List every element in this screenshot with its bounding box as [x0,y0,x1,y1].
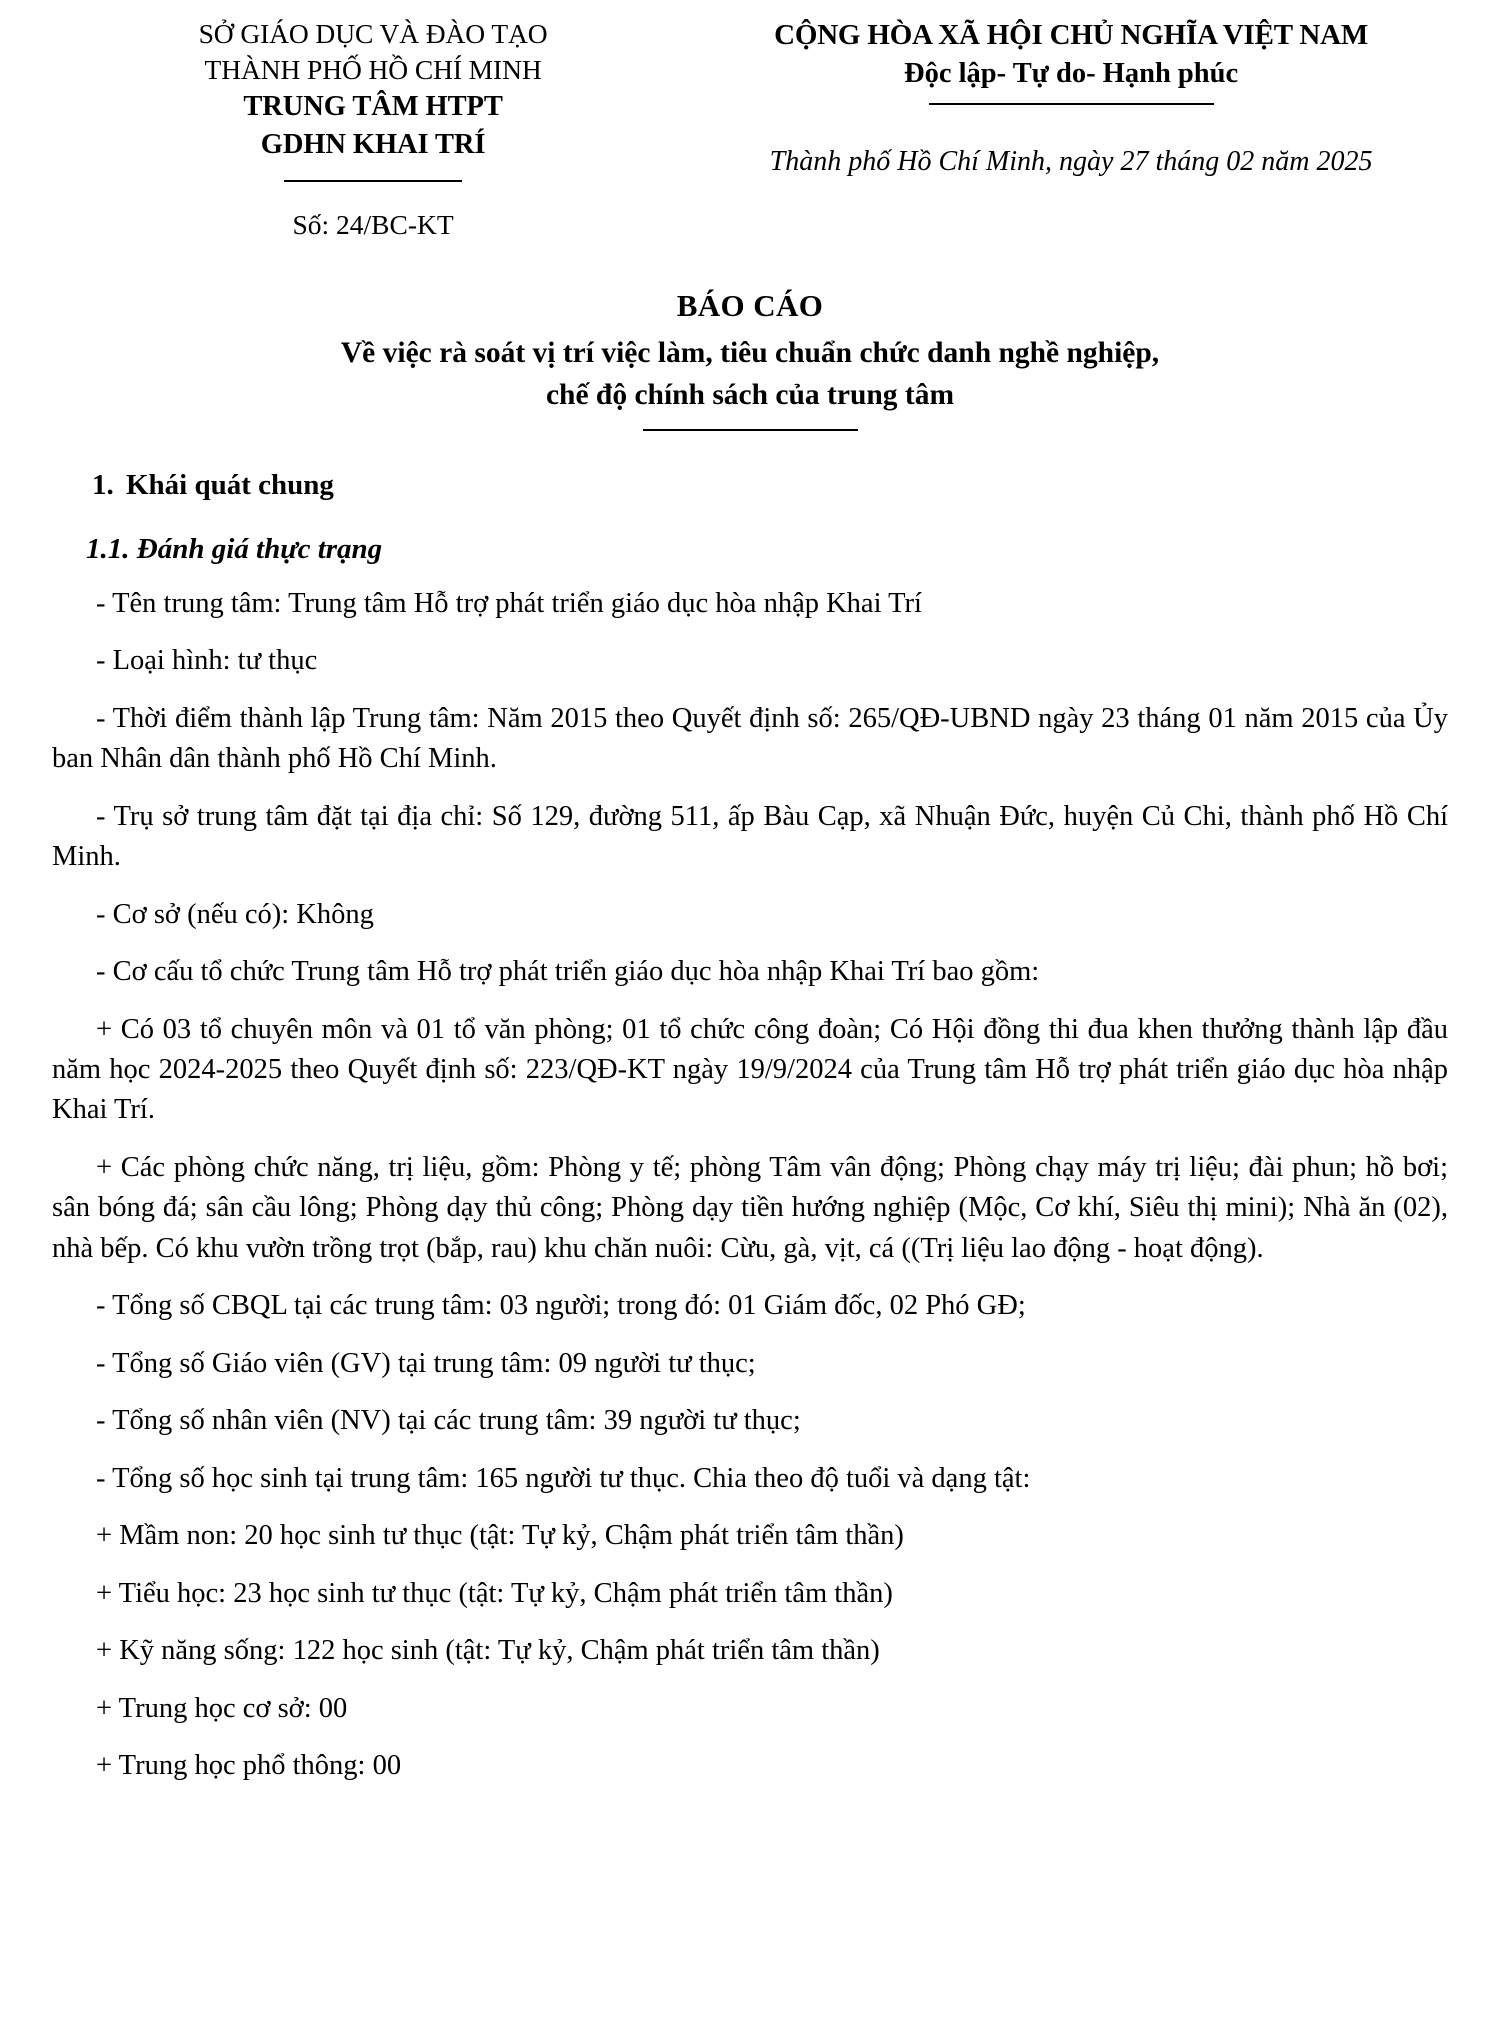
document-subtitle-line-2: chế độ chính sách của trung tâm [545,378,955,411]
document-number: Số: 24/BC-KT [292,208,454,240]
place-and-date: Thành phố Hồ Chí Minh, ngày 27 tháng 02 năm 2025 [769,146,1373,178]
section-heading-1-label: Khái quát chung [126,469,334,502]
document-masthead [52,14,1448,241]
national-motto: Độc lập- Tự do- Hạnh phúc [904,58,1239,90]
paragraph-address: - Trụ sở trung tâm đặt tại địa chỉ: Số 129, đường 511, ấp Bàu Cạp, xã Nhuận Đức, huyện Củ Chi, thành phố Hồ Chí Minh. [52,800,1448,873]
national-heading-block [694,14,1448,179]
section-heading-1-number: 1. [92,469,114,502]
document-body [52,461,1448,1786]
document-title-block [52,287,1448,432]
document-subtitle-line-1: Về việc rà soát vị trí việc làm, tiêu chuẩn chức danh nghề nghiệp, [340,336,1160,369]
paragraph-functional-rooms: + Các phòng chức năng, trị liệu, gồm: Phòng y tế; phòng Tâm vân động; Phòng chạy máy trị liệu; đài phun; hồ bơi; sân bóng đá; sân cầu lông; Phòng dạy thủ công; Phòng dạy tiền hướng nghiệp (Mộc, Cơ khí, Siêu thị mini); Nhà ăn (02), nhà bếp. Có khu vườn trồng trọt (bắp, rau) khu chăn nuôi: Cừu, gà, vịt, cá ((Trị liệu lao động - hoạt động). [52,1151,1448,1264]
section-heading-1 [92,461,1448,505]
paragraph-total-students: - Tổng số học sinh tại trung tâm: 165 người tư thục. Chia theo độ tuổi và dạng tật: [96,1462,1031,1494]
paragraph-primary-count: + Tiểu học: 23 học sinh tư thục (tật: Tự kỷ, Chậm phát triển tâm thần) [96,1577,893,1609]
document-title: BÁO CÁO [676,287,824,323]
paragraph-life-skills-count: + Kỹ năng sống: 122 học sinh (tật: Tự kỷ, Chậm phát triển tâm thần) [96,1635,880,1667]
national-title: CỘNG HÒA XÃ HỘI CHỦ NGHĨA VIỆT NAM [774,19,1369,51]
paragraph-preschool-count: + Mầm non: 20 học sinh tư thục (tật: Tự kỷ, Chậm phát triển tâm thần) [96,1520,904,1552]
paragraph-total-teachers: - Tổng số Giáo viên (GV) tại trung tâm: 09 người tư thục; [96,1347,756,1379]
paragraph-establishment: - Thời điểm thành lập Trung tâm: Năm 2015 theo Quyết định số: 265/QĐ-UBND ngày 23 tháng 01 năm 2015 của Ủy ban Nhân dân thành phố Hồ Chí Minh. [52,702,1448,775]
paragraph-teams-and-council: + Có 03 tổ chuyên môn và 01 tổ văn phòng; 01 tổ chức công đoàn; Có Hội đồng thi đua khen thưởng thành lập đầu năm học 2024-2025 theo Quyết định số: 223/QĐ-KT ngày 19/9/2024 của Trung tâm Hỗ trợ phát triển giáo dục hòa nhập Khai Trí. [52,1013,1448,1126]
paragraph-total-managers: - Tổng số CBQL tại các trung tâm: 03 người; trong đó: 01 Giám đốc, 02 Phó GĐ; [96,1290,1026,1322]
center-name-line-1: TRUNG TÂM HTPT [243,90,503,122]
paragraph-organization-structure: - Cơ cấu tổ chức Trung tâm Hỗ trợ phát triển giáo dục hòa nhập Khai Trí bao gồm: [96,956,1040,988]
paragraph-secondary-count: + Trung học cơ sở: 00 [96,1692,348,1724]
title-divider [643,429,858,431]
masthead-right-divider [929,103,1214,105]
section-heading-1-1: 1.1. Đánh giá thực trạng [86,533,383,566]
paragraph-facility: - Cơ sở (nếu có): Không [96,898,374,930]
paragraph-center-name: - Tên trung tâm: Trung tâm Hỗ trợ phát triển giáo dục hòa nhập Khai Trí [96,587,922,619]
department-line-1: SỞ GIÁO DỤC VÀ ĐÀO TẠO [198,18,548,49]
masthead-left-divider [284,180,462,182]
paragraph-total-staff: - Tổng số nhân viên (NV) tại các trung tâm: 39 người tư thục; [96,1405,801,1437]
center-name-line-2: GDHN KHAI TRÍ [260,128,486,160]
issuing-authority-block [52,14,694,241]
paragraph-highschool-count: + Trung học phổ thông: 00 [96,1750,402,1782]
paragraph-center-type: - Loại hình: tư thục [96,645,318,677]
department-line-2: THÀNH PHỐ HỒ CHÍ MINH [204,53,542,85]
